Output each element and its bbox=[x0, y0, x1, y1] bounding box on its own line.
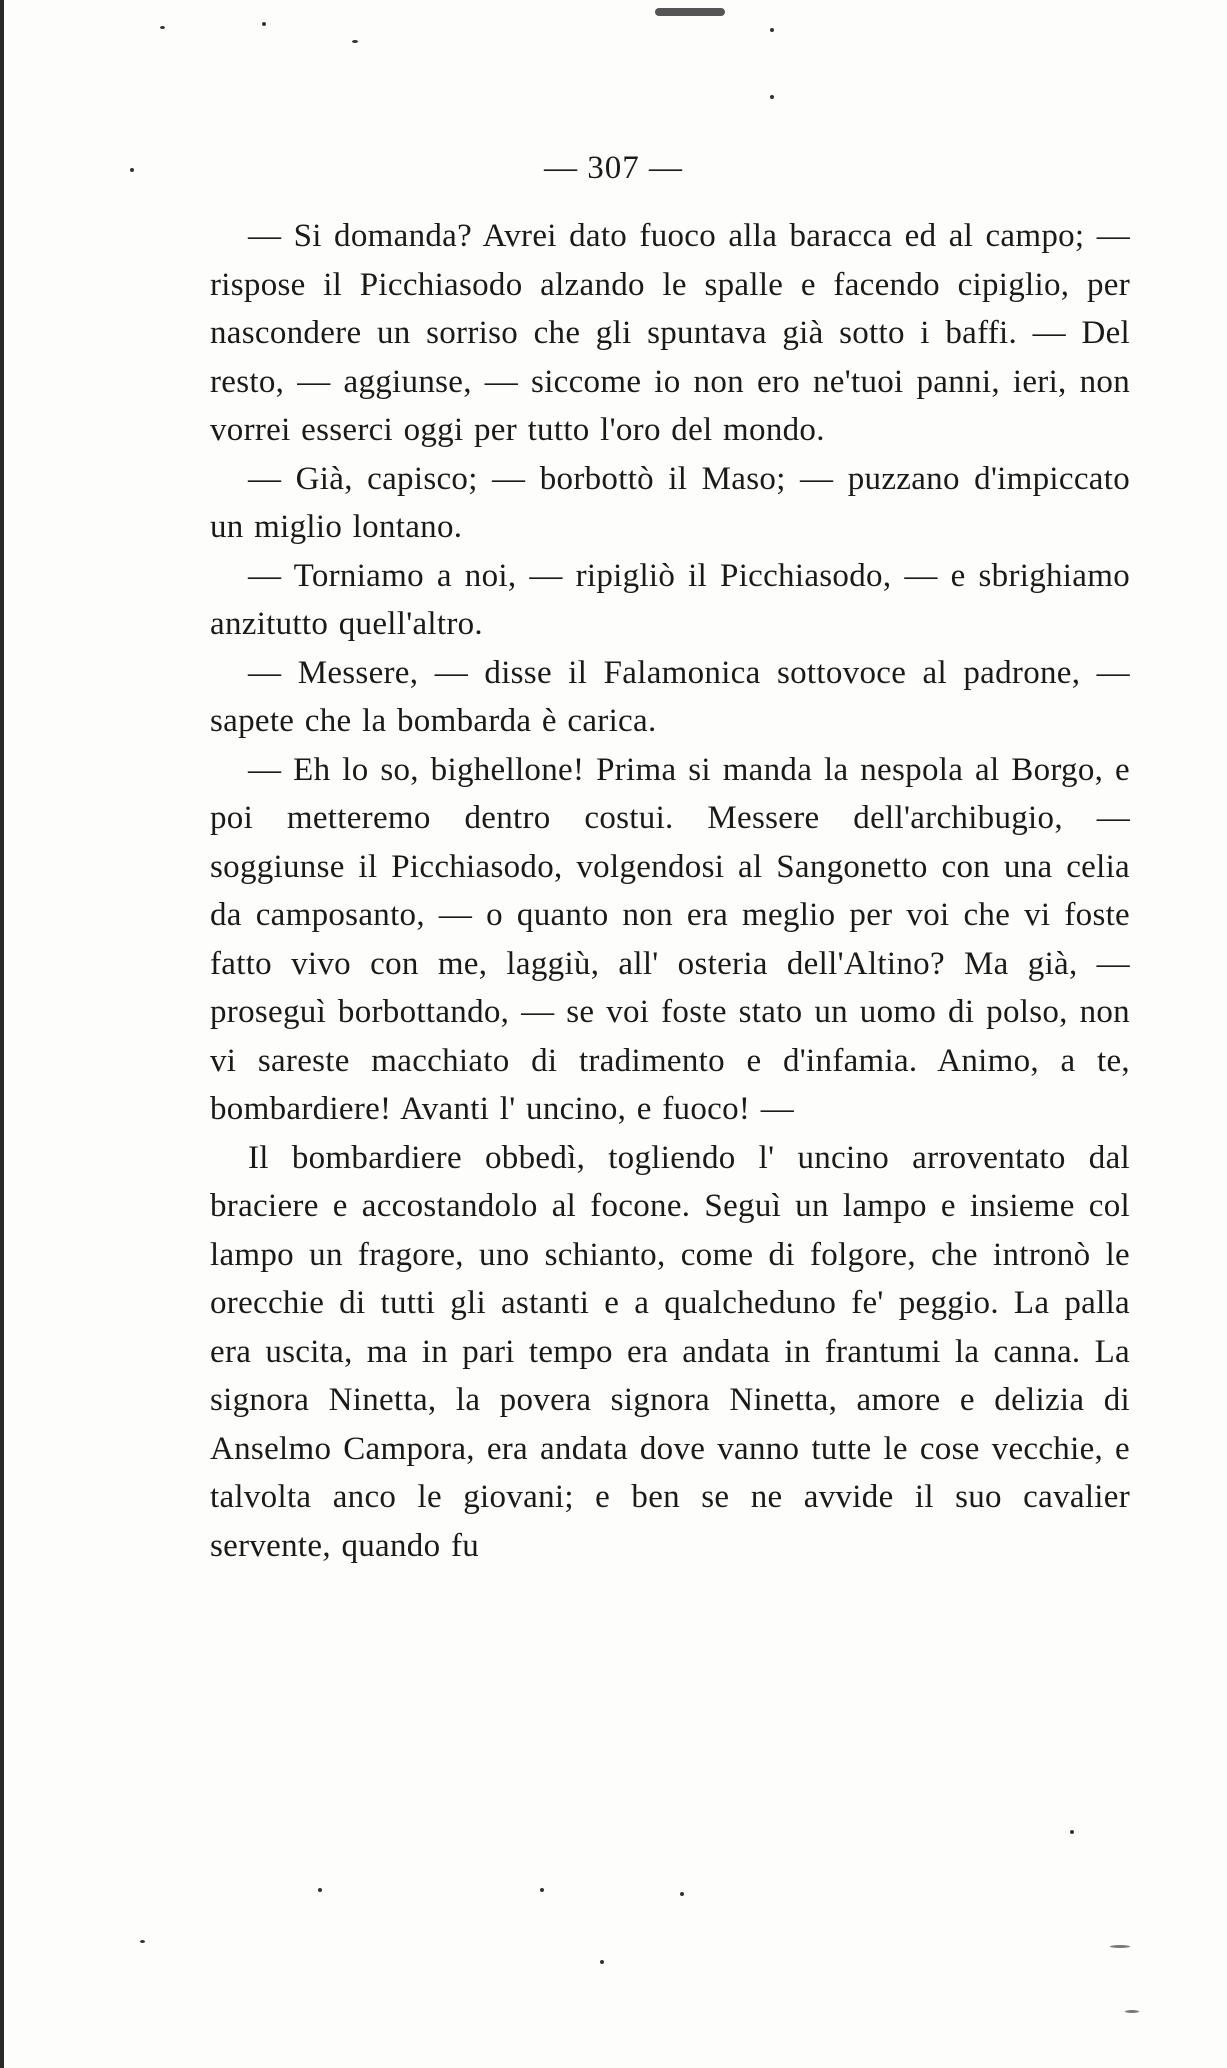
scan-speck bbox=[680, 1892, 684, 1896]
paragraph: — Torniamo a noi, — ripigliò il Picchiasodo, — e sbrighiamo anzitutto quell'altro. bbox=[210, 557, 1130, 642]
scan-speck bbox=[1110, 1945, 1130, 1948]
paragraph: — Si domanda? Avrei dato fuoco alla baracca ed al campo; — rispose il Picchiasodo alzando le spalle e facendo cipiglio, per nascondere un sorriso che gli spuntava già sotto i baffi. — Del resto, — aggiunse, — siccome io non ero ne'tuoi panni, ieri, non vorrei esserci oggi per tutto l'oro del mondo. bbox=[210, 218, 1130, 448]
body-text bbox=[210, 212, 1130, 1570]
page-edge-shadow bbox=[0, 0, 4, 2068]
scan-speck bbox=[770, 28, 774, 32]
scan-speck bbox=[140, 1940, 145, 1943]
scan-speck bbox=[770, 95, 774, 99]
scan-speck bbox=[655, 8, 725, 16]
page-number: — 307 — bbox=[544, 150, 683, 186]
paragraph: — Messere, — disse il Falamonica sottovoce al padrone, — sapete che la bombarda è carica. bbox=[210, 654, 1130, 739]
paragraph: — Eh lo so, bighellone! Prima si manda la nespola al Borgo, e poi metteremo dentro costui. Messere dell'archibugio, — soggiunse il Picchiasodo, volgendosi al Sangonetto con una celia da camposanto, — o quanto non era meglio per voi che vi foste fatto vivo con me, laggiù, all' osteria dell'Altino? Ma già, — proseguì borbottando, — se voi foste stato un uomo di polso, non vi sareste macchiato di tradimento e d'infamia. Animo, a te, bombardiere! Avanti l' uncino, e fuoco! — bbox=[210, 751, 1130, 1127]
scan-speck bbox=[352, 40, 358, 43]
scan-speck bbox=[1125, 2010, 1139, 2013]
scan-speck bbox=[318, 1888, 322, 1892]
scan-speck bbox=[540, 1888, 544, 1892]
paragraph: Il bombardiere obbedì, togliendo l' uncino arroventato dal braciere e accostandolo al focone. Seguì un lampo e insieme col lampo un fragore, uno schianto, come di folgore, che intronò le orecchie di tutti gli astanti e a qualcheduno fe' peggio. La palla era uscita, ma in pari tempo era andata in frantumi la canna. La signora Ninetta, la povera signora Ninetta, amore e delizia di Anselmo Campora, era andata dove vanno tutte le cose vecchie, e talvolta anco le giovani; e ben se ne avvide il suo cavalier servente, quando fu bbox=[210, 1139, 1130, 1564]
scan-speck bbox=[1070, 1830, 1074, 1834]
scan-speck bbox=[160, 26, 165, 29]
scan-speck bbox=[262, 22, 266, 26]
scan-speck bbox=[600, 1960, 604, 1964]
paragraph: — Già, capisco; — borbottò il Maso; — puzzano d'impiccato un miglio lontano. bbox=[210, 460, 1130, 545]
